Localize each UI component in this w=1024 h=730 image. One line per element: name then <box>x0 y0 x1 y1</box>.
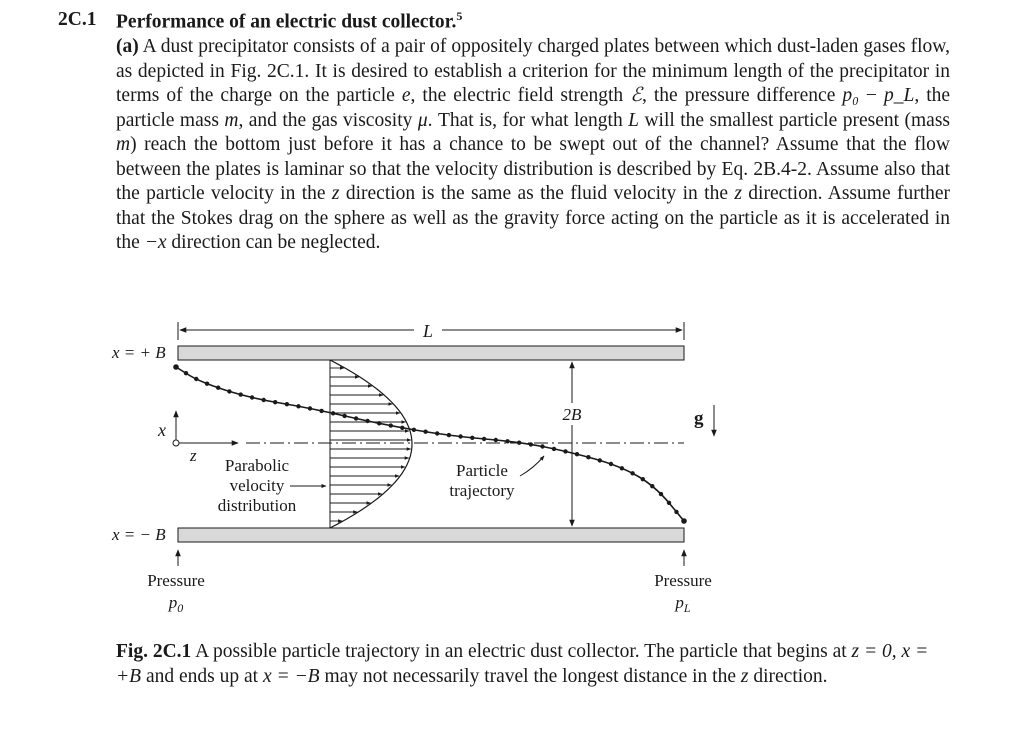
gravity-indicator <box>694 405 714 436</box>
body-text-9: ) reach the bottom just before it has a chance to be swept out of the channel? Assume that the flow between the plates is laminar so that the velocity distribution is described by Eq. 2B.4-2. Assume also that the particle velocity in the <box>116 134 950 204</box>
inlet-pressure-label: Pressure <box>147 571 205 590</box>
body-text-1: A dust precipitator consists of a pair of oppositely charged plates between which dust-laden gases flow, as depicted in Fig. 2C.1. It is desired to establish a criterion for the minimum length of the precipitator in terms of the charge on the particle <box>116 36 950 106</box>
velocity-arrows <box>330 368 411 521</box>
outlet-pressure <box>654 550 712 615</box>
bottom-plate-label: x = − B <box>112 525 166 544</box>
trajectory-label-line-2: trajectory <box>449 481 515 500</box>
symbol-p0: p₀ <box>842 85 859 106</box>
trajectory-dot <box>250 395 254 399</box>
problem-title-text: Performance of an electric dust collector. <box>116 11 457 33</box>
trajectory-dot <box>586 455 590 459</box>
symbol-field: ℰ <box>630 85 642 106</box>
body-text-4: − <box>858 85 884 106</box>
trajectory-dot <box>173 364 179 370</box>
inlet-pressure <box>147 550 205 615</box>
trajectory-dot <box>435 431 439 435</box>
trajectory-dot <box>308 406 312 410</box>
symbol-m: m <box>224 109 239 131</box>
caption-text-2: and ends up at <box>141 665 263 687</box>
part-label: (a) <box>116 36 139 57</box>
footnote-mark: 5 <box>456 9 463 23</box>
trajectory-dot <box>505 439 509 443</box>
velocity-label-line-2: velocity <box>229 476 285 495</box>
problem-number: 2C.1 <box>58 9 97 30</box>
trajectory-dot <box>319 409 323 413</box>
velocity-profile <box>330 360 412 528</box>
trajectory-dot <box>641 477 645 481</box>
trajectory-dot <box>296 404 300 408</box>
trajectory-dot <box>389 423 393 427</box>
trajectory-dot <box>598 458 602 462</box>
trajectory-dot <box>529 442 533 446</box>
origin-marker <box>173 440 179 446</box>
bottom-plate <box>178 528 684 542</box>
caption-math-1: z = 0, x = +B <box>116 641 929 687</box>
trajectory-dot <box>667 501 671 505</box>
trajectory-dot <box>681 518 687 524</box>
trajectory-dot <box>365 419 369 423</box>
outlet-pressure-symbol: $p_L$ <box>675 593 691 615</box>
trajectory-dot <box>262 398 266 402</box>
caption-text-1: A possible particle trajectory in an electric dust collector. The particle that begins at <box>191 641 852 662</box>
trajectory-dot <box>194 377 198 381</box>
trajectory-dot <box>423 430 427 434</box>
top-plate-label: x = + B <box>112 343 166 362</box>
trajectory-dot <box>342 414 346 418</box>
symbol-neg-x: −x <box>144 232 167 253</box>
caption-math-3: z <box>740 665 749 687</box>
trajectory-dot <box>659 492 663 496</box>
trajectory-dot <box>650 484 654 488</box>
trajectory-dot <box>563 449 567 453</box>
length-label: L <box>422 321 434 341</box>
gap-label: 2B <box>562 405 582 424</box>
trajectory-dot <box>540 444 544 448</box>
body-text-10: direction is the same as the fluid velocity in the <box>339 183 735 204</box>
symbol-z-2: z <box>734 183 742 204</box>
trajectory-dot <box>575 452 579 456</box>
top-plate <box>178 346 684 360</box>
trajectory-dot <box>216 386 220 390</box>
trajectory-dot <box>400 426 404 430</box>
trajectory-dot <box>630 471 634 475</box>
body-text-7: . That is, for what length <box>427 109 629 131</box>
body-text-3: , the pressure difference <box>642 85 843 106</box>
trajectory-label <box>449 456 544 500</box>
trajectory-dot <box>620 466 624 470</box>
trajectory-dot <box>412 428 416 432</box>
trajectory-dot <box>552 447 556 451</box>
trajectory-dot <box>184 371 188 375</box>
velocity-label-line-3: distribution <box>217 496 297 515</box>
body-text-12: direction can be neglected. <box>166 232 381 253</box>
gap-dimension <box>558 362 586 526</box>
symbol-pL: p_L <box>883 85 915 106</box>
trajectory-dot <box>377 421 381 425</box>
figure-caption <box>116 640 950 689</box>
trajectory-dot <box>227 389 231 393</box>
velocity-label <box>218 456 326 515</box>
trajectory-label-line-1: Particle <box>456 461 508 480</box>
trajectory-dot <box>482 437 486 441</box>
trajectory-dot <box>494 438 498 442</box>
trajectory-dot <box>674 510 678 514</box>
body-text-11: direction. Assume further that the Stokes drag on the sphere as well as the gravity force acting on the particle as it is accelerated in the <box>116 183 951 253</box>
inlet-pressure-symbol: $p_0$ <box>168 593 184 615</box>
caption-text-4: direction. <box>748 665 828 687</box>
trajectory-dot <box>239 392 243 396</box>
outlet-pressure-label: Pressure <box>654 571 712 590</box>
length-dimension <box>178 321 684 341</box>
trajectory-dot <box>517 441 521 445</box>
x-axis-label: x <box>158 420 166 440</box>
body-text-5: , the particle mass <box>116 85 951 131</box>
trajectory-dot <box>205 382 209 386</box>
trajectory-dot <box>331 411 335 415</box>
trajectory-dot <box>354 416 358 420</box>
trajectory-label-pointer <box>520 456 544 476</box>
trajectory-dot <box>470 436 474 440</box>
body-text-2: , the electric field strength <box>410 85 631 106</box>
caption-label: Fig. 2C.1 <box>116 641 192 662</box>
symbol-mu: μ <box>417 109 428 131</box>
trajectory-dot <box>458 434 462 438</box>
velocity-label-line-1: Parabolic <box>224 456 290 475</box>
caption-math-2: x = −B <box>262 665 320 687</box>
symbol-z: z <box>331 183 340 204</box>
trajectory-dot <box>285 402 289 406</box>
symbol-L: L <box>628 109 640 131</box>
caption-text-3: may not necessarily travel the longest distance in the <box>319 665 741 687</box>
trajectory-dot <box>447 433 451 437</box>
trajectory-dot <box>609 462 613 466</box>
symbol-e: e <box>401 85 411 106</box>
gravity-label: g <box>694 408 704 429</box>
symbol-m-2: m <box>116 134 131 155</box>
trajectory-dot <box>273 400 277 404</box>
z-axis-label: z <box>190 446 197 465</box>
body-text-8: will the smallest particle present (mass <box>639 109 950 131</box>
body-text-6: , and the gas viscosity <box>238 109 418 131</box>
